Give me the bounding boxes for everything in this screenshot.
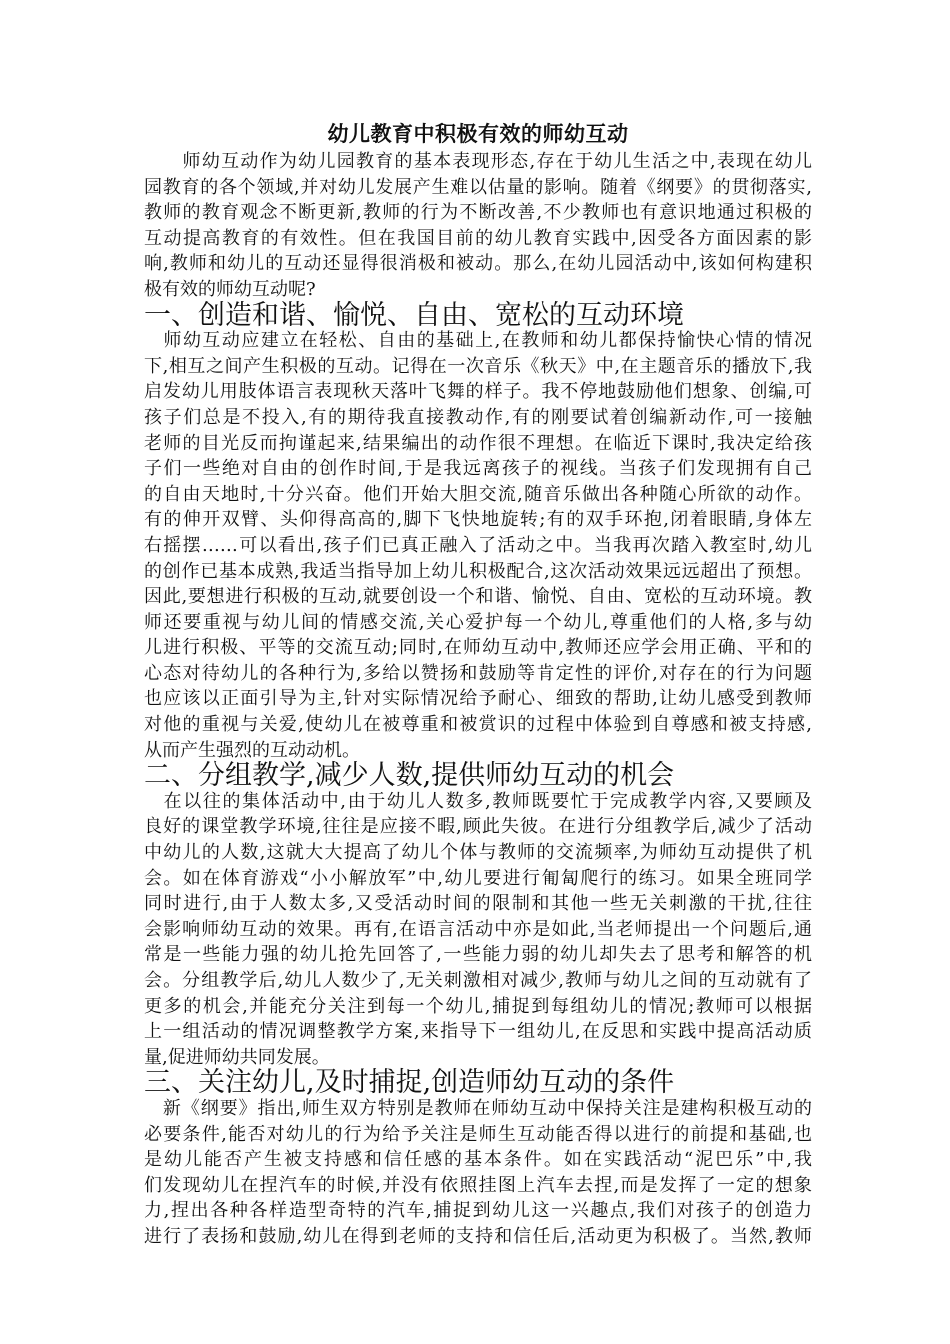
paragraph-line: 在以往的集体活动中,由于幼儿人数多,教师既要忙于完成教学内容,又要顾及 [144,790,812,812]
paragraph-line: 力,捏出各种各样造型奇特的汽车,捕捉到幼儿这一兴趣点,我们对孩子的创造力 [144,1200,812,1222]
paragraph-line: 们发现幼儿在捏汽车的时候,并没有依照挂图上汽车去捏,而是发挥了一定的想象 [144,1174,812,1196]
paragraph-line: 心态对待幼儿的各种行为,多给以赞扬和鼓励等肯定性的评价,对存在的行为问题 [144,662,812,684]
paragraph-line: 良好的课堂教学环境,往往是应接不暇,顾此失彼。在进行分组教学后,减少了活动 [144,816,812,838]
paragraph-line: 因此,要想进行积极的互动,就要创设一个和谐、愉悦、自由、宽松的互动环境。教 [144,586,812,608]
page-title: 幼儿教育中积极有效的师幼互动 [327,122,629,146]
paragraph-line: 会。分组教学后,幼儿人数少了,无关刺激相对减少,教师与幼儿之间的互动就有了 [144,970,812,991]
section-heading-3: 三、关注幼儿,及时捕捉,创造师幼互动的条件 [144,1067,675,1099]
paragraph-line: 对他的重视与关爱,使幼儿在被尊重和被赏识的过程中体验到自尊感和被支持感, [144,714,812,736]
paragraph-line: 师幼互动应建立在轻松、自由的基础上,在教师和幼儿都保持愉快心情的情况 [144,330,812,352]
paragraph-line: 新《纲要》指出,师生双方特别是教师在师幼互动中保持关注是建构积极互动的 [144,1097,812,1119]
paragraph-line: 中幼儿的人数,这就大大提高了幼儿个体与教师的交流频率,为师幼互动提供了机 [144,842,812,864]
paragraph-line: 会影响师幼互动的效果。再有,在语言活动中亦是如此,当老师提出一个问题后,通 [144,918,812,940]
paragraph-line: 教师的教育观念不断更新,教师的行为不断改善,不少教师也有意识地通过积极的 [144,202,812,224]
paragraph-line: 右摇摆……可以看出,孩子们已真正融入了活动之中。当我再次踏入教室时,幼儿 [144,534,812,556]
paragraph-line: 同时进行,由于人数太多,又受活动时间的限制和其他一些无关刺激的干扰,往往 [144,893,812,915]
paragraph-line: 园教育的各个领域,并对幼儿发展产生难以估量的影响。随着《纲要》的贯彻落实, [144,176,812,198]
section-1-paragraph [144,328,812,763]
paragraph-line: 更多的机会,并能充分关注到每一个幼儿,捕捉到每组幼儿的情况;教师可以根据 [144,995,812,1017]
paragraph-line: 的自由天地时,十分兴奋。他们开始大胆交流,随音乐做出各种随心所欲的动作。 [144,483,812,505]
paragraph-line: 师还要重视与幼儿间的情感交流,关心爱护每一个幼儿,尊重他们的人格,多与幼 [144,611,812,633]
section-2-paragraph [144,789,812,1071]
paragraph-line: 互动提高教育的有效性。但在我国目前的幼儿教育实践中,因受各方面因素的影 [144,227,812,249]
paragraph-line: 有的伸开双臂、头仰得高高的,脚下飞快地旋转;有的双手环抱,闭着眼睛,身体左 [144,509,812,531]
paragraph-line: 常是一些能力强的幼儿抢先回答了,一些能力弱的幼儿却失去了思考和解答的机 [144,944,812,966]
paragraph-line: 从而产生强烈的互动动机。 [144,739,360,761]
paragraph-line: 上一组活动的情况调整教学方案,来指导下一组幼儿,在反思和实践中提高活动质 [144,1021,812,1043]
paragraph-line: 老师的目光反而拘谨起来,结果编出的动作很不理想。在临近下课时,我决定给孩 [144,432,812,454]
paragraph-line: 子们一些绝对自由的创作时间,于是我远离孩子的视线。当孩子们发现拥有自己 [144,458,812,480]
paragraph-line: 量,促进师幼共同发展。 [144,1046,330,1068]
document-body [144,119,812,1250]
paragraph-line: 是幼儿能否产生被支持感和信任感的基本条件。如在实践活动“泥巴乐”中,我 [144,1149,812,1171]
paragraph-line: 孩子们总是不投入,有的期待我直接教动作,有的刚要试着创编新动作,可一接触 [144,406,812,428]
paragraph-line: 也应该以正面引导为主,针对实际情况给予耐心、细致的帮助,让幼儿感受到教师 [144,688,812,710]
section-3-paragraph [144,1096,812,1250]
paragraph-line: 进行了表扬和鼓励,幼儿在得到老师的支持和信任后,活动更为积极了。当然,教师 [144,1225,812,1247]
section-heading-2: 二、分组教学,减少人数,提供师幼互动的机会 [144,760,675,792]
intro-paragraph [144,149,812,303]
paragraph-line: 必要条件,能否对幼儿的行为给予关注是师生互动能否得以进行的前提和基础,也 [144,1123,812,1145]
section-heading-1: 一、创造和谐、愉悦、自由、宽松的互动环境 [144,299,684,331]
paragraph-line: 会。如在体育游戏“小小解放军”中,幼儿要进行匍匐爬行的练习。如果全班同学 [144,867,812,889]
paragraph-line: 极有效的师幼互动呢? [144,278,316,300]
paragraph-line: 下,相互之间产生积极的互动。记得在一次音乐《秋天》中,在主题音乐的播放下,我 [144,355,812,377]
paragraph-line: 的创作已基本成熟,我适当指导加上幼儿积极配合,这次活动效果远远超出了预想。 [144,560,812,582]
paragraph-line: 师幼互动作为幼儿园教育的基本表现形态,存在于幼儿生活之中,表现在幼儿 [144,151,812,172]
paragraph-line: 启发幼儿用肢体语言表现秋天落叶飞舞的样子。我不停地鼓励他们想象、创编,可 [144,381,812,403]
paragraph-line: 儿进行积极、平等的交流互动;同时,在师幼互动中,教师还应学会用正确、平和的 [144,637,812,659]
paragraph-line: 响,教师和幼儿的互动还显得很消极和被动。那么,在幼儿园活动中,该如何构建积 [144,253,812,275]
